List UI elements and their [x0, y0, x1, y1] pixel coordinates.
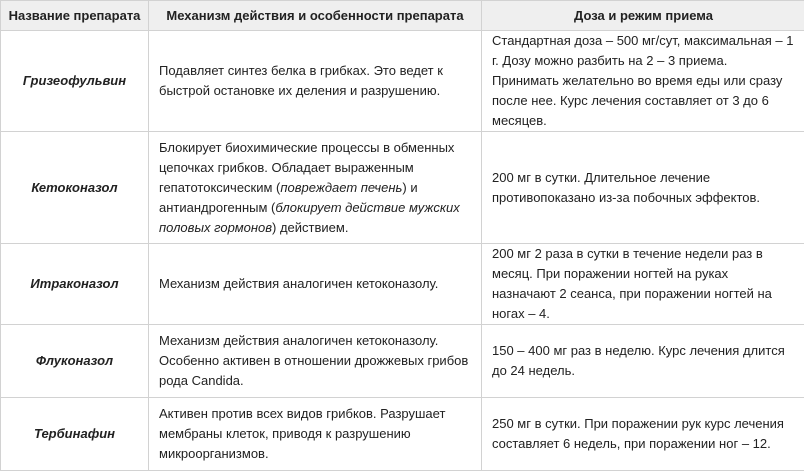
drug-mechanism: Активен против всех видов грибков. Разрушает мембраны клеток, приводя к разрушению микроорганизмов.	[149, 398, 482, 471]
drug-mechanism: Подавляет синтез белка в грибках. Это ведет к быстрой остановке их деления и разрушению.	[149, 31, 482, 132]
header-dose: Доза и режим приема	[482, 1, 804, 31]
drug-mechanism: Механизм действия аналогичен кетоконазолу.	[149, 244, 482, 325]
table-row	[1, 398, 804, 471]
header-mechanism: Механизм действия и особенности препарата	[149, 1, 482, 31]
mechanism-text: ) действием.	[272, 220, 348, 235]
table-header-row	[1, 1, 804, 31]
drug-mechanism: Механизм действия аналогичен кетоконазолу. Особенно активен в отношении дрожжевых грибов рода Candida.	[149, 325, 482, 398]
table-row	[1, 132, 804, 244]
table-row	[1, 325, 804, 398]
drug-dose: Стандартная доза – 500 мг/сут, максимальная – 1 г. Дозу можно разбить на 2 – 3 приема. Принимать желательно во время еды или сразу после нее. Курс лечения составляет от 3 до 6 месяцев.	[482, 31, 804, 132]
mechanism-text: Блокирует биохимические процессы в обменных цепочках грибков. Обладает выраженным гепатотоксическим (	[159, 140, 454, 195]
table-row	[1, 31, 804, 132]
mechanism-note-hormones: блокирует действие мужских половых гормонов	[159, 200, 460, 235]
drug-dose: 200 мг в сутки. Длительное лечение противопоказано из-за побочных эффектов.	[482, 132, 804, 244]
mechanism-text: ) и антиандрогенным (	[159, 180, 418, 215]
drug-name: Флуконазол	[1, 325, 149, 398]
drug-dose: 150 – 400 мг раз в неделю. Курс лечения длится до 24 недель.	[482, 325, 804, 398]
drug-name: Кетоконазол	[1, 132, 149, 244]
drug-dose: 250 мг в сутки. При поражении рук курс лечения составляет 6 недель, при поражении ног – 12.	[482, 398, 804, 471]
drug-name: Итраконазол	[1, 244, 149, 325]
drug-dose: 200 мг 2 раза в сутки в течение недели раз в месяц. При поражении ногтей на руках назначают 2 сеанса, при поражении ногтей на ногах – 4.	[482, 244, 804, 325]
drug-mechanism	[149, 132, 482, 244]
mechanism-note-liver: повреждает печень	[280, 180, 402, 195]
drug-name: Гризеофульвин	[1, 31, 149, 132]
table-row	[1, 244, 804, 325]
header-name: Название препарата	[1, 1, 149, 31]
drug-name: Тербинафин	[1, 398, 149, 471]
